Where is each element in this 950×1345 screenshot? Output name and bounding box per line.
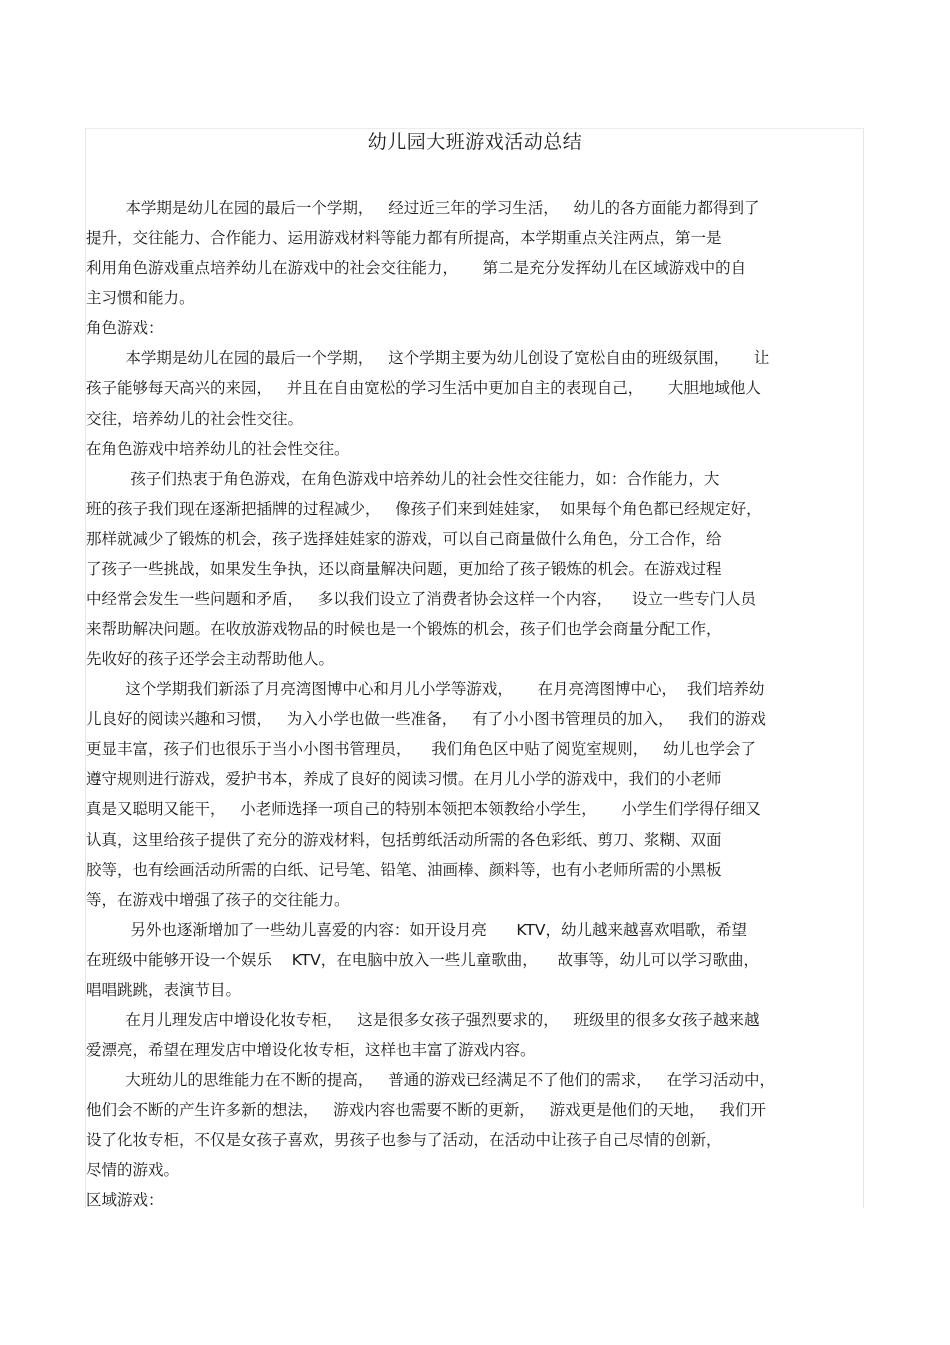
- text-line: 唱唱跳跳，表演节目。: [86, 980, 242, 999]
- text-line: 孩子们热衷于角色游戏，在角色游戏中培养幼儿的社会性交往能力，如：合作能力，大: [86, 469, 720, 488]
- text-line: 大班幼儿的思维能力在不断的提高， 普通的游戏已经满足不了他们的需求， 在学习活动中，: [86, 1071, 775, 1089]
- text-line: 这个学期我们新添了月亮湾图博中心和月儿小学等游戏， 在月亮湾图博中心， 我们培养幼: [86, 680, 765, 699]
- text-line: 爱漂亮，希望在理发店中增设化妆专柜，这样也丰富了游戏内容。: [86, 1041, 536, 1059]
- text-line: 孩子能够每天高兴的来园， 并且在自由宽松的学习生活中更加自主的表现自己， 大胆地域他人: [86, 379, 761, 398]
- text-line: 本学期是幼儿在园的最后一个学期， 这个学期主要为幼儿创设了宽松自由的班级氛围， 让: [86, 349, 770, 368]
- text-line: 他们会不断的产生许多新的想法， 游戏内容也需要不断的更新， 游戏更是他们的天地， 我们开: [86, 1101, 766, 1120]
- text-line: 本学期是幼儿在园的最后一个学期， 经过近三年的学习生活， 幼儿的各方面能力都得到了: [86, 199, 760, 217]
- text-line: 胶等，也有绘画活动所需的白纸、记号笔、铅笔、油画棒、颜料等，也有小老师所需的小黑板: [86, 860, 722, 879]
- text-line: 区域游戏：: [86, 1191, 164, 1210]
- text-line: 班的孩子我们现在逐渐把插牌的过程减少， 像孩子们来到娃娃家， 如果每个角色都已经规定好，: [86, 499, 762, 518]
- text-line: 那样就减少了锻炼的机会，孩子选择娃娃家的游戏，可以自己商量做什么角色，分工合作，给: [86, 529, 722, 548]
- text-line: 真是又聪明又能干， 小老师选择一项自己的特别本领把本领教给小学生， 小学生们学得仔细又: [86, 800, 761, 819]
- text-line: 设了化妆专柜，不仅是女孩子喜欢，男孩子也参与了活动，在活动中让孩子自己尽情的创新，: [86, 1131, 722, 1150]
- text-line: 主习惯和能力。: [86, 289, 195, 308]
- text-line: 交往，培养幼儿的社会性交往。: [86, 409, 304, 428]
- text-line: 先收好的孩子还学会主动帮助他人。: [86, 650, 335, 668]
- text-line: 角色游戏：: [86, 319, 164, 338]
- text-line: 在月儿理发店中增设化妆专柜， 这是很多女孩子强烈要求的， 班级里的很多女孩子越来越: [86, 1010, 760, 1029]
- text-line: 尽情的游戏。: [86, 1161, 180, 1180]
- text-line: 了孩子一些挑战，如果发生争执，还以商量解决问题，更加给了孩子锻炼的机会。在游戏过程: [86, 559, 722, 578]
- text-line: 在角色游戏中培养幼儿的社会性交往。: [86, 439, 350, 458]
- text-line: 认真，这里给孩子提供了充分的游戏材料，包括剪纸活动所需的各色彩纸、剪刀、浆糊、双面: [86, 830, 722, 849]
- text-line: 遵守规则进行游戏，爱护书本，养成了良好的阅读习惯。在月儿小学的游戏中，我们的小老师: [86, 770, 722, 789]
- text-line: 中经常会发生一些问题和矛盾， 多以我们设立了消费者协会这样一个内容， 设立一些专门人员: [86, 589, 756, 608]
- text-line: 在班级中能够开设一个娱乐 KTV，在电脑中放入一些儿童歌曲， 故事等，幼儿可以学习歌曲，: [86, 950, 759, 969]
- text-line: 等，在游戏中增强了孩子的交往能力。: [86, 890, 350, 909]
- text-line: 儿良好的阅读兴趣和习惯， 为入小学也做一些准备， 有了小小图书管理员的加入， 我们的游戏: [86, 710, 766, 729]
- text-line: 来帮助解决问题。在收放游戏物品的时候也是一个锻炼的机会，孩子们也学会商量分配工作，: [86, 620, 722, 638]
- text-line: 另外也逐渐增加了一些幼儿喜爱的内容：如开设月亮 KTV，幼儿越来越喜欢唱歌，希望: [86, 920, 747, 939]
- text-line: 利用角色游戏重点培养幼儿在游戏中的社会交往能力， 第二是充分发挥幼儿在区域游戏中的自: [86, 259, 747, 278]
- text-line: 提升，交往能力、合作能力、运用游戏材料等能力都有所提高，本学期重点关注两点，第一是: [86, 229, 722, 248]
- text-line: 更显丰富，孩子们也很乐于当小小图书管理员， 我们角色区中贴了阅览室规则， 幼儿也学会了: [86, 740, 756, 759]
- document-title: 幼儿园大班游戏活动总结: [367, 131, 583, 153]
